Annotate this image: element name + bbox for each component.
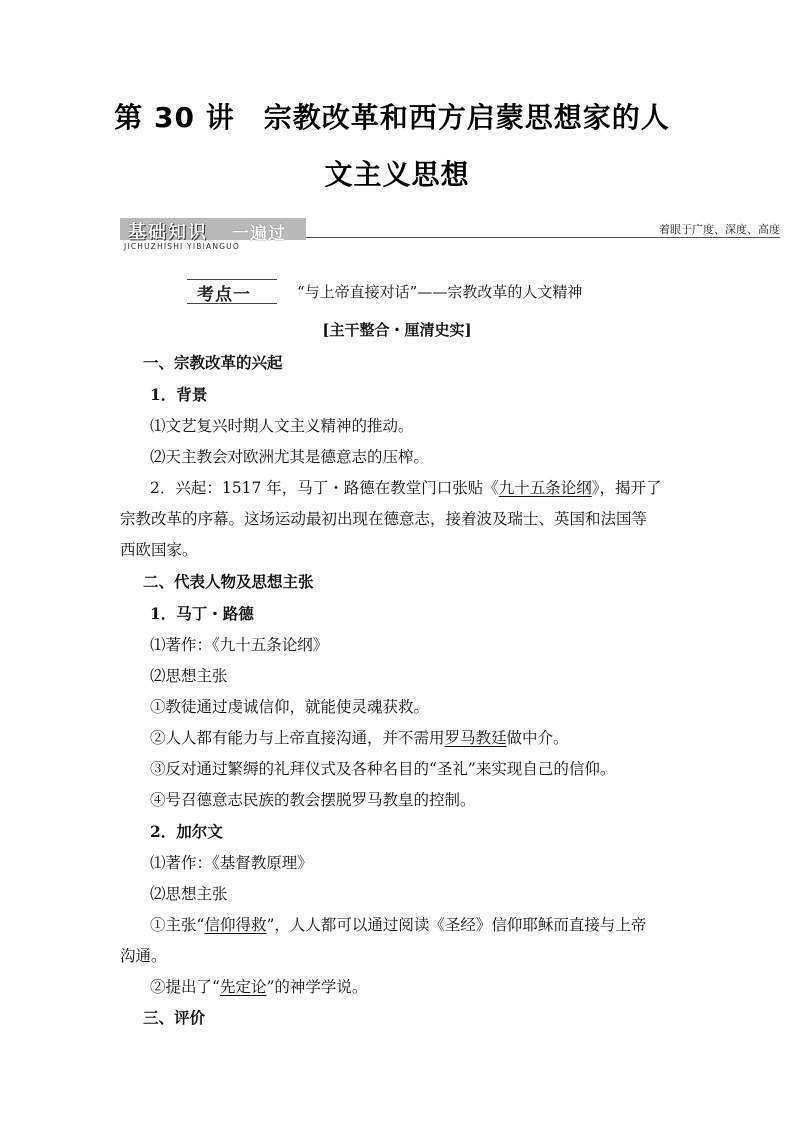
kaodian-topic: “与上帝直接对话”——宗教改革的人文精神 <box>297 283 583 301</box>
section-heading-3: 三、评价 <box>143 1008 206 1027</box>
paragraph-continuation: 西欧国家。 <box>120 541 198 559</box>
paragraph: ⑵天主教会对欧洲尤其是德意志的压榨。 <box>150 448 430 466</box>
lesson-title-line-1: 第 30 讲 宗教改革和西方启蒙思想家的人 <box>114 101 670 134</box>
banner-tag-sub: 一遍过 <box>232 224 286 244</box>
list-item: ④号召德意志民族的教会摆脱罗马教皇的控制。 <box>150 791 476 809</box>
text-span: 2．兴起：1517 年，马丁・路德在教堂门口张贴《 <box>150 479 499 497</box>
underlined-term: 九十五条论纲 <box>498 479 592 497</box>
sub-heading: [主干整合・厘清史实] <box>322 321 472 339</box>
text-span: 做中介。 <box>506 729 569 747</box>
text-span: ②人人都有能力与上帝直接沟通，并不需用 <box>150 729 445 747</box>
section-heading-2: 二、代表人物及思想主张 <box>143 572 314 591</box>
subheading-luther: 1．马丁・路德 <box>150 604 254 623</box>
lesson-title-line-2: 文主义思想 <box>324 158 470 191</box>
underlined-term: 信仰得救 <box>204 916 267 934</box>
paragraph: ⑴文艺复兴时期人文主义精神的推动。 <box>150 417 414 435</box>
list-item <box>150 975 367 997</box>
paragraph-continuation: 宗教改革的序幕。这场运动最初出现在德意志，接着波及瑞士、英国和法国等 <box>120 510 648 528</box>
banner-tag <box>120 218 306 244</box>
underlined-term: 罗马教廷 <box>444 729 507 747</box>
paragraph-continuation: 沟通。 <box>120 947 167 965</box>
section-banner <box>120 218 780 251</box>
paragraph: ⑵思想主张 <box>150 667 228 685</box>
list-item: ③反对通过繁缛的礼拜仪式及各种名目的“圣礼”来实现自己的信仰。 <box>150 760 616 778</box>
text-span: 》，揭开了 <box>591 479 662 497</box>
text-span: ”，人人都可以通过阅读《圣经》信仰耶稣而直接与上帝 <box>266 916 647 934</box>
text-span: ②提出了“ <box>150 978 220 996</box>
kaodian-badge <box>187 279 277 303</box>
list-item <box>150 913 646 935</box>
banner-pinyin: JICHUZHISHI YIBIANGUO <box>124 242 240 251</box>
paragraph: ⑵思想主张 <box>150 885 228 903</box>
underlined-term: 先定论 <box>219 978 267 996</box>
text-span: ①主张“ <box>150 916 205 934</box>
banner-slogan: 着眼于广度、深度、高度 <box>659 223 780 236</box>
paragraph: ⑴著作：《基督教原理》 <box>150 854 313 872</box>
kaodian-header <box>187 279 607 309</box>
subheading-background: 1．背景 <box>150 385 208 404</box>
badge-bottom-divider <box>187 303 277 304</box>
kaodian-badge-label: 考点一 <box>197 285 251 305</box>
list-item: ①教徒通过虔诚信仰，就能使灵魂获救。 <box>150 698 430 716</box>
text-span: ”的神学学说。 <box>266 978 368 996</box>
paragraph: ⑴著作：《九十五条论纲》 <box>150 636 329 654</box>
paragraph-rise <box>150 476 662 498</box>
banner-rule <box>306 237 780 238</box>
section-heading-1: 一、宗教改革的兴起 <box>143 353 283 372</box>
subheading-calvin: 2．加尔文 <box>150 822 223 841</box>
banner-tag-main: 基础知识 <box>128 222 208 243</box>
list-item <box>150 726 569 748</box>
